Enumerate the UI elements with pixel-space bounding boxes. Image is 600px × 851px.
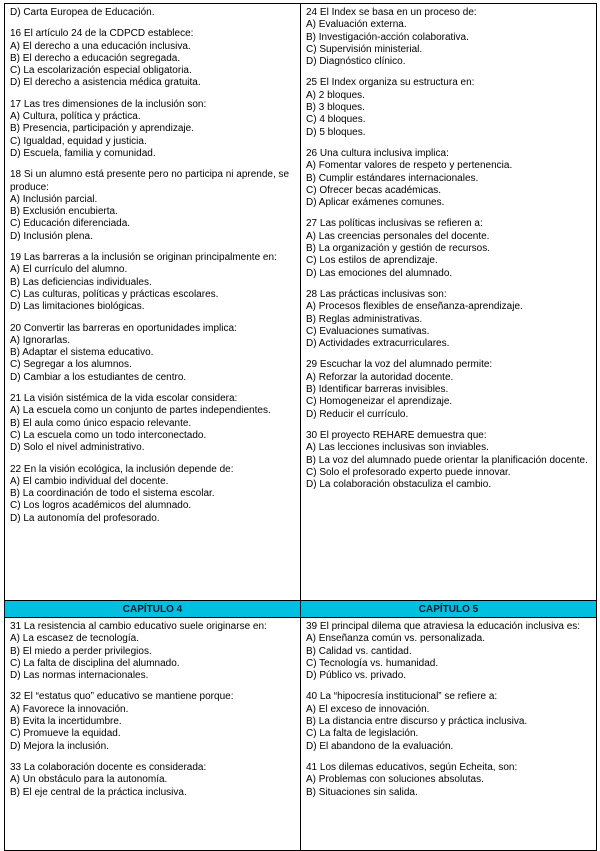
question-block xyxy=(10,691,295,752)
answer-option: C) Ofrecer becas académicas. xyxy=(306,184,442,196)
answer-option: A) El derecho a una educación inclusiva. xyxy=(10,40,191,52)
answer-option: C) Segregar a los alumnos. xyxy=(10,359,132,371)
content-row-bottom xyxy=(5,618,597,851)
answer-option: D) La colaboración obstaculiza el cambio. xyxy=(306,479,492,491)
answer-option: D) Diagnóstico clínico. xyxy=(306,56,406,68)
question-text: 19 Las barreras a la inclusión se originan principalmente en: xyxy=(10,252,277,264)
question-text: 31 La resistencia al cambio educativo suele originarse en: xyxy=(10,621,267,632)
answer-option: D) Solo el nivel administrativo. xyxy=(10,442,145,454)
answer-option: C) Solo el profesorado experto puede innovar. xyxy=(306,466,511,478)
question-text: 39 El principal dilema que atraviesa la educación inclusiva es: xyxy=(306,621,581,632)
answer-option: D) Cambiar a los estudiantes de centro. xyxy=(10,371,187,383)
question-text: 20 Convertir las barreras en oportunidades implica: xyxy=(10,322,237,334)
answer-option: D) Escuela, familia y comunidad. xyxy=(10,147,156,159)
question-block xyxy=(10,252,295,313)
question-text: 24 El Index se basa en un proceso de: xyxy=(306,7,477,18)
question-block xyxy=(10,323,295,384)
answer-option: B) 3 bloques. xyxy=(306,102,365,114)
answer-option: B) La coordinación de todo el sistema escolar. xyxy=(10,488,215,500)
answer-option: B) El aula como único espacio relevante. xyxy=(10,417,192,429)
question-text: 40 La “hipocresía institucional” se refiere a: xyxy=(306,691,498,703)
question-text: 22 En la visión ecológica, la inclusión depende de: xyxy=(10,463,234,475)
answer-option: A) Fomentar valores de respeto y pertenencia. xyxy=(306,160,513,172)
answer-option: C) Los estilos de aprendizaje. xyxy=(306,255,438,267)
question-block xyxy=(10,28,295,89)
question-block xyxy=(306,7,591,68)
question-text: 25 El Index organiza su estructura en: xyxy=(306,77,475,89)
question-block xyxy=(306,430,591,491)
question-block xyxy=(306,218,591,279)
answer-option: C) Evaluaciones sumativas. xyxy=(306,325,430,337)
question-text: 21 La visión sistémica de la vida escolar considera: xyxy=(10,393,238,405)
answer-option: A) Reforzar la autoridad docente. xyxy=(306,371,454,383)
answer-option: C) 4 bloques. xyxy=(306,114,366,126)
answer-option: A) Las creencias personales del docente. xyxy=(306,230,490,242)
question-list xyxy=(306,621,591,799)
answer-option: B) Evita la incertidumbre. xyxy=(10,716,122,728)
answer-option: C) Homogeneizar el aprendizaje. xyxy=(306,396,453,408)
answer-option: A) Enseñanza común vs. personalizada. xyxy=(306,633,485,645)
answer-option: B) El derecho a educación segregada. xyxy=(10,52,181,64)
answer-option: C) Las culturas, políticas y prácticas escolares. xyxy=(10,288,219,300)
question-text: 26 Una cultura inclusiva implica: xyxy=(306,147,449,159)
cell-bottom-left xyxy=(5,618,301,851)
answer-option: A) La escuela como un conjunto de partes independientes. xyxy=(10,405,271,417)
answer-option: A) La escasez de tecnología. xyxy=(10,633,139,645)
answer-option: D) 5 bloques. xyxy=(306,126,366,138)
question-block xyxy=(10,99,295,160)
answer-option: A) 2 bloques. xyxy=(306,89,365,101)
question-block xyxy=(306,77,591,138)
answer-option: D) Carta Europea de Educación. xyxy=(10,7,155,18)
answer-option: C) Educación diferenciada. xyxy=(10,218,131,230)
question-list xyxy=(10,28,295,525)
answer-option: D) Reducir el currículo. xyxy=(306,408,409,420)
question-text: 16 El artículo 24 de la CDPCD establece: xyxy=(10,28,194,40)
question-text: 18 Si un alumno está presente pero no participa ni aprende, se produce: xyxy=(10,169,290,193)
question-block xyxy=(10,393,295,454)
quiz-table xyxy=(4,3,597,851)
answer-option: A) Evaluación externa. xyxy=(306,19,407,31)
answer-option: A) El cambio individual del docente. xyxy=(10,475,169,487)
lead-fragment xyxy=(10,7,295,19)
content-row-top xyxy=(5,4,597,601)
question-text: 41 Los dilemas educativos, según Echeita, son: xyxy=(306,761,518,773)
answer-option: B) La organización y gestión de recursos. xyxy=(306,243,490,255)
answer-option: A) Problemas con soluciones absolutas. xyxy=(306,774,484,786)
answer-option: D) Las normas internacionales. xyxy=(10,670,149,682)
question-list xyxy=(306,7,591,491)
answer-option: A) Un obstáculo para la autonomía. xyxy=(10,774,168,786)
answer-option: D) El abandono de la evaluación. xyxy=(306,740,454,752)
question-block xyxy=(10,169,295,243)
question-block xyxy=(306,621,591,682)
answer-option: B) Identificar barreras invisibles. xyxy=(306,384,449,396)
answer-option: B) Reglas administrativas. xyxy=(306,313,423,325)
chapter-header-left: CAPÍTULO 4 xyxy=(5,601,301,618)
answer-option: C) Igualdad, equidad y justicia. xyxy=(10,135,147,147)
answer-option: B) Investigación-acción colaborativa. xyxy=(306,31,469,43)
question-block xyxy=(10,621,295,682)
answer-option: B) Las deficiencias individuales. xyxy=(10,276,152,288)
answer-option: D) Mejora la inclusión. xyxy=(10,740,109,752)
answer-option: B) Adaptar el sistema educativo. xyxy=(10,347,154,359)
answer-option: B) La voz del alumnado puede orientar la planificación docente. xyxy=(306,454,588,466)
answer-option: C) La falta de disciplina del alumnado. xyxy=(10,657,180,669)
answer-option: C) Los logros académicos del alumnado. xyxy=(10,500,192,512)
answer-option: A) Cultura, política y práctica. xyxy=(10,111,141,123)
answer-option: C) Promueve la equidad. xyxy=(10,728,121,740)
answer-option: D) Público vs. privado. xyxy=(306,670,407,682)
answer-option: D) Actividades extracurriculares. xyxy=(306,338,450,350)
answer-option: D) Las limitaciones biológicas. xyxy=(10,301,145,313)
question-text: 33 La colaboración docente es considerada: xyxy=(10,761,207,773)
answer-option: D) El derecho a asistencia médica gratuita. xyxy=(10,77,201,89)
question-block xyxy=(306,691,591,752)
question-block xyxy=(10,762,295,799)
chapter-header-right: CAPÍTULO 5 xyxy=(301,601,597,618)
question-block xyxy=(10,464,295,525)
answer-option: B) El eje central de la práctica inclusiva. xyxy=(10,786,187,798)
cell-top-left xyxy=(5,4,301,601)
answer-option: D) Inclusión plena. xyxy=(10,230,93,242)
question-text: 29 Escuchar la voz del alumnado permite: xyxy=(306,359,493,371)
answer-option: C) La escuela como un todo interconectado. xyxy=(10,429,207,441)
answer-option: A) El exceso de innovación. xyxy=(306,703,430,715)
answer-option: D) Aplicar exámenes comunes. xyxy=(306,197,445,209)
answer-option: B) Calidad vs. cantidad. xyxy=(306,645,412,657)
question-block xyxy=(306,359,591,420)
cell-top-right xyxy=(301,4,597,601)
answer-option: A) El currículo del alumno. xyxy=(10,264,128,276)
answer-option: B) El miedo a perder privilegios. xyxy=(10,645,152,657)
answer-option: A) Ignorarlas. xyxy=(10,334,71,346)
answer-option: C) La falta de legislación. xyxy=(306,728,419,740)
question-text: 27 Las políticas inclusivas se refieren a: xyxy=(306,218,483,230)
answer-option: B) Situaciones sin salida. xyxy=(306,786,418,798)
question-text: 30 El proyecto REHARE demuestra que: xyxy=(306,429,487,441)
answer-option: A) Favorece la innovación. xyxy=(10,703,129,715)
answer-option: A) Las lecciones inclusivas son inviables. xyxy=(306,442,489,454)
question-text: 28 Las prácticas inclusivas son: xyxy=(306,288,447,300)
answer-option: C) La escolarización especial obligatoria. xyxy=(10,65,192,77)
answer-option: A) Procesos flexibles de enseñanza-aprendizaje. xyxy=(306,301,523,313)
answer-option: A) Inclusión parcial. xyxy=(10,193,98,205)
answer-option: C) Supervisión ministerial. xyxy=(306,43,423,55)
answer-option: D) La autonomía del profesorado. xyxy=(10,512,160,524)
answer-option: B) La distancia entre discurso y práctica inclusiva. xyxy=(306,716,528,728)
question-block xyxy=(306,289,591,350)
answer-option: B) Exclusión encubierta. xyxy=(10,206,118,218)
question-list xyxy=(10,621,295,799)
chapter-header-row xyxy=(5,601,597,618)
answer-option: D) Las emociones del alumnado. xyxy=(306,267,453,279)
question-block xyxy=(306,762,591,799)
cell-bottom-right xyxy=(301,618,597,851)
question-text: 17 Las tres dimensiones de la inclusión son: xyxy=(10,98,207,110)
question-block xyxy=(306,148,591,209)
answer-option: C) Tecnología vs. humanidad. xyxy=(306,657,439,669)
question-text: 32 El “estatus quo” educativo se mantiene porque: xyxy=(10,691,234,703)
answer-option: B) Cumplir estándares internacionales. xyxy=(306,172,479,184)
answer-option: B) Presencia, participación y aprendizaje. xyxy=(10,123,194,135)
